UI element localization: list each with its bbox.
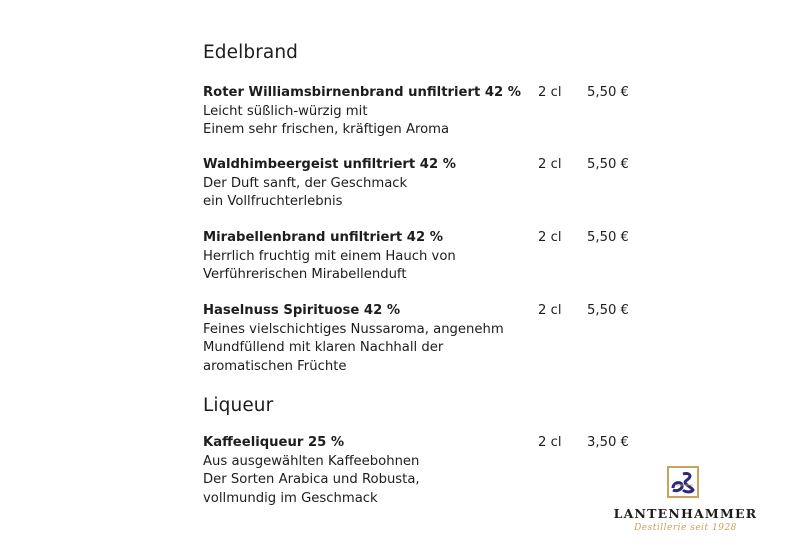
logo-wordmark: LANTENHAMMER bbox=[613, 506, 758, 521]
lantenhammer-logo-mark-icon bbox=[667, 466, 699, 498]
item-description: Leicht süßlich-würzig mit bbox=[203, 103, 368, 119]
item-price: 5,50 € bbox=[587, 85, 629, 100]
item-description: Einem sehr frischen, kräftigen Aroma bbox=[203, 122, 450, 137]
item-price: 3,50 € bbox=[587, 435, 629, 450]
item-volume: 2 cl bbox=[538, 303, 562, 318]
item-volume: 2 cl bbox=[538, 85, 562, 100]
item-name: Kaffeeliqueur 25 % bbox=[203, 435, 345, 450]
item-description: Der Sorten Arabica und Robusta, bbox=[203, 472, 420, 487]
item-description: ein Vollfruchterlebnis bbox=[203, 194, 343, 209]
item-description: Der Duft sanft, der Geschmack bbox=[203, 175, 408, 191]
item-volume: 2 cl bbox=[538, 157, 562, 172]
item-name: Roter Williamsbirnenbrand unfiltriert 42 % bbox=[203, 85, 522, 100]
menu-item bbox=[203, 434, 643, 508]
lantenhammer-logo bbox=[608, 466, 763, 536]
menu-item bbox=[203, 229, 643, 285]
item-volume: 2 cl bbox=[538, 230, 562, 245]
item-description: aromatischen Früchte bbox=[203, 358, 347, 374]
item-description: Feines vielschichtiges Nussaroma, angenehm bbox=[203, 321, 504, 337]
item-description: Herrlich fruchtig mit einem Hauch von bbox=[203, 248, 456, 264]
item-price: 5,50 € bbox=[587, 303, 629, 318]
item-price: 5,50 € bbox=[587, 157, 629, 172]
item-description: Mundfüllend mit klaren Nachhall der bbox=[203, 340, 444, 355]
menu-item bbox=[203, 156, 643, 212]
menu-item bbox=[203, 84, 643, 140]
item-description: vollmundig im Geschmack bbox=[203, 490, 378, 506]
logo-tagline: Destillerie seit 1928 bbox=[634, 523, 737, 533]
item-description: Verführerischen Mirabellenduft bbox=[203, 267, 407, 282]
item-name: Haselnuss Spirituose 42 % bbox=[203, 303, 401, 318]
menu-item bbox=[203, 302, 643, 376]
section-title-liqueur: Liqueur bbox=[203, 395, 274, 416]
item-price: 5,50 € bbox=[587, 230, 629, 245]
item-name: Waldhimbeergeist unfiltriert 42 % bbox=[203, 157, 456, 172]
item-volume: 2 cl bbox=[538, 435, 562, 450]
item-description: Aus ausgewählten Kaffeebohnen bbox=[203, 453, 420, 469]
section-title-edelbrand: Edelbrand bbox=[203, 42, 299, 63]
item-name: Mirabellenbrand unfiltriert 42 % bbox=[203, 230, 443, 245]
